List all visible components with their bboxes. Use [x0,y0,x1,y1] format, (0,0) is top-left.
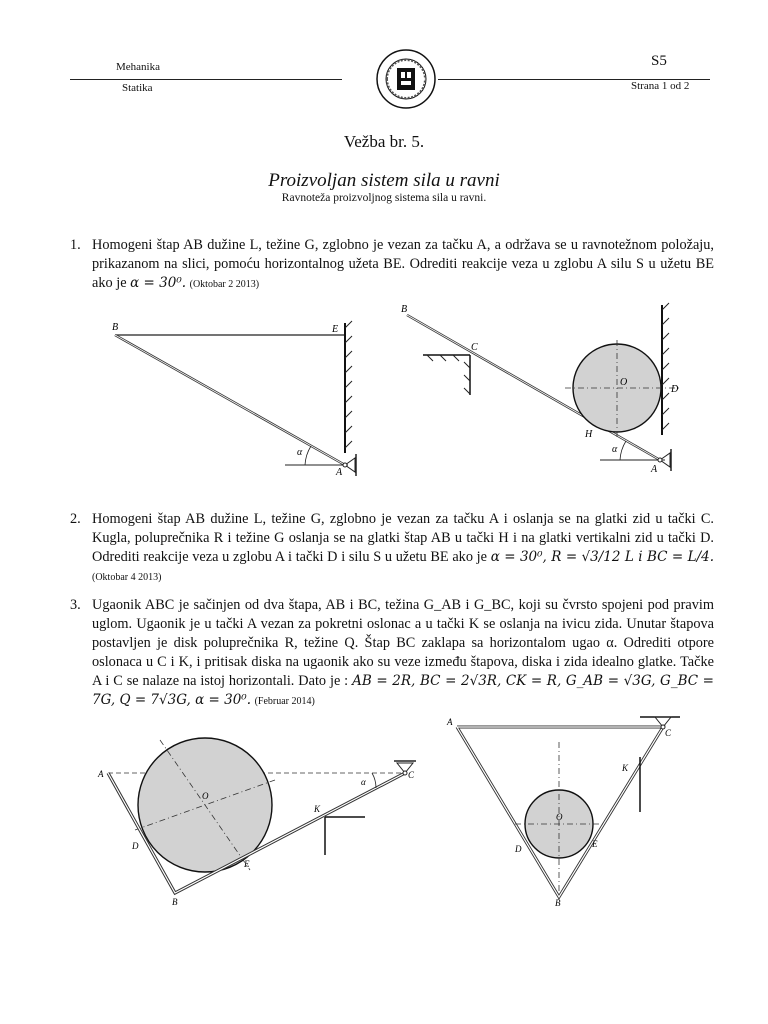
problem-1 [70,236,714,294]
problem-3 [70,596,714,711]
problem-math: α = 30⁰, R = √3/12 L i BC = L/4. [490,549,715,565]
header-rule-left [70,79,342,80]
problem-text: Homogeni štap AB dužine L, težine G, zglobno je vezan za tačku A i oslanja se na glatki zid u tački C. Kugla, poluprečnika R i težine G oslanja se na glatki štap AB u tački H i na glatki vertikalni zid u tački D. Odrediti reakcije veza u zglobu A i tački D i silu S u užetu BE ako je [92,511,714,565]
fig3-label-alpha: α [361,777,366,787]
fig2-label-alpha: α [612,444,618,455]
problem-number: 1. [70,237,81,253]
fig4-label-d: D [515,844,522,854]
fig4-label-o: O [556,812,563,822]
fig4-label-a: A [447,717,453,727]
fig3-label-a: A [98,769,104,779]
fig2-label-b: B [401,304,408,315]
figure-3 [90,735,420,905]
fig4-label-b: B [555,898,561,907]
problem-number: 3. [70,597,81,613]
fig2-label-h: H [585,429,593,440]
problem-text: Homogeni štap AB dužine L, težine G, zglobno je vezan za tačku A, a održava se u ravnotežnom položaju, prikazanom na slici, pomoću horizontalnog užeta BE. Odrediti reakcije veza u zglobu A silu S u užetu BE ako je [92,237,714,291]
fig3-label-c: C [408,770,415,780]
fig4-label-c: C [665,728,672,738]
problem-math: AB = 2R, BC = 2√3R, CK = R, G_AB = √3G, G_BC = 7G, Q = 7√3G, α = 30⁰. [92,673,714,708]
fig1-label-a: A [336,467,343,478]
problem-ref: (Oktobar 4 2013) [92,572,162,583]
fig3-label-b: B [172,897,178,905]
fig3-label-o: O [202,791,209,801]
header-subject-1: Mehanika [116,61,160,73]
fig2-label-d: D [671,384,679,395]
problem-math: α = 30⁰. [130,275,187,291]
fig1-label-b: B [112,322,119,333]
fig1-label-alpha: α [297,447,303,458]
fig2-label-a: A [651,464,658,475]
header-code: S5 [651,53,667,69]
page-subtitle: Proizvoljan sistem sila u ravni [268,170,500,191]
fig2-label-o: O [620,377,628,388]
page-caption: Ravnoteža proizvoljnog sistema sila u ravni. [281,192,487,204]
page-title: Vežba br. 5. [343,132,425,151]
fig2-label-c: C [471,342,478,353]
figure-4 [445,712,685,907]
university-seal-icon [375,48,437,110]
fig4-label-e: E [592,839,598,849]
fig1-label-e: E [332,324,339,335]
problem-text: Ugaonik ABC je sačinjen od dva štapa, AB i BC, težina G_AB i G_BC, koji su čvrsto spojeni pod pravim uglom. Ugaonik je u tački A vezan za pokretni oslonac a u tački K se oslanja na ivicu zida. Unutar štapova postavljen je disk poluprečnika R, težine Q. Štap BC zaklapa sa horizontalom ugao α. Odrediti otpore oslonaca u C i K, i pritisak diska na ugaonik ako su veze između štapova, diska i zida idealno glatke. Tačke A i C se nalaze na istoj horizontali. Dato je : [92,597,714,689]
fig3-label-e: E [244,859,250,869]
header-subject-2: Statika [122,82,153,94]
header-page: Strana 1 od 2 [631,80,690,92]
problem-2 [70,510,714,587]
problem-ref: (Oktobar 2 2013) [189,279,260,290]
fig3-label-k: K [314,804,321,814]
fig4-label-k: K [622,763,629,773]
problem-number: 2. [70,511,81,527]
figure-2 [395,300,695,480]
problem-ref: (Februar 2014) [254,696,315,707]
fig3-label-d: D [132,841,139,851]
figure-1 [100,318,370,478]
